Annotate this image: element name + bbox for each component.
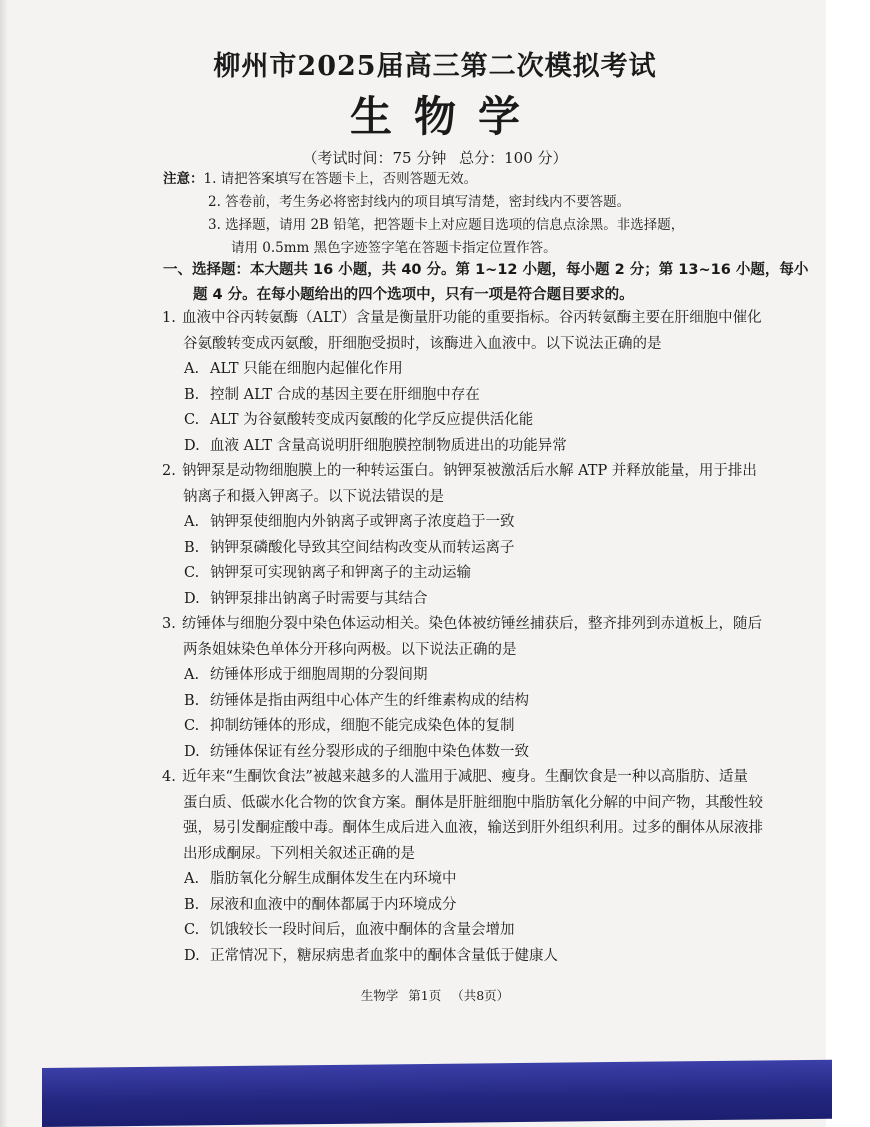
stem-line: 近年来“生酮饮食法”被越来越多的人滥用于减肥、瘦身。生酮饮食是一种以高脂肪、适量: [182, 769, 748, 785]
section-heading-line: 一、选择题：本大题共 16 小题，共 40 分。第 1~12 小题，每小题 2 分；第 13~16 小题，每小: [163, 262, 809, 278]
notes-label: 注意：: [163, 171, 204, 187]
stem-line: 血液中谷丙转氨酶（ALT）含量是衡量肝功能的重要指标。谷丙转氨酶主要在肝细胞中催化: [182, 310, 762, 326]
option: [162, 434, 812, 460]
question-stem: [162, 612, 812, 663]
option-letter: A.: [184, 871, 200, 887]
option: [162, 408, 812, 434]
option-letter: D.: [184, 437, 200, 454]
subject-title: 生物学: [349, 92, 542, 141]
option-text: 抑制纺锤体的形成，细胞不能完成染色体的复制: [210, 718, 515, 734]
option-letter: D.: [184, 743, 200, 760]
question-stem: [162, 765, 812, 867]
stem-line: 钠离子和摄入钾离子。以下说法错误的是: [183, 488, 444, 505]
option: [162, 587, 812, 613]
footer-page: 第1页: [408, 988, 442, 1003]
stem-line: 纺锤体与细胞分裂中染色体运动相关。染色体被纺锤丝捕获后，整齐排列到赤道板上，随后: [182, 616, 762, 632]
option: [162, 944, 812, 970]
option-letter: A.: [184, 361, 200, 377]
option-text: ALT 只能在细胞内起催化作用: [210, 361, 403, 377]
option: [162, 689, 812, 715]
question: [162, 765, 812, 969]
exam-info: [0, 147, 870, 168]
option: [162, 867, 812, 893]
question-number: 2.: [162, 463, 176, 479]
page-footer: [0, 986, 870, 1004]
option: [162, 536, 812, 562]
stem-line: 出形成酮尿。下列相关叙述正确的是: [183, 845, 415, 862]
option-text: ALT 为谷氨酸转变成丙氨酸的化学反应提供活化能: [210, 412, 534, 428]
stem-line: 强，易引发酮症酸中毒。酮体生成后进入血液，输送到肝外组织利用。过多的酮体从尿液排: [183, 820, 763, 836]
option-text: 控制 ALT 合成的基因主要在肝细胞中存在: [210, 386, 480, 403]
option: [162, 893, 812, 919]
option-text: 纺锤体形成于细胞周期的分裂间期: [210, 667, 428, 683]
option-text: 血液 ALT 含量高说明肝细胞膜控制物质进出的功能异常: [210, 437, 567, 454]
option-letter: C.: [184, 565, 200, 581]
exam-time: （考试时间：75 分钟: [302, 149, 447, 167]
option-text: 正常情况下，糖尿病患者血浆中的酮体含量低于健康人: [210, 947, 558, 964]
question-number: 4.: [162, 769, 176, 785]
question-number: 3.: [162, 616, 176, 632]
stem-line: 谷氨酸转变成丙氨酸，肝细胞受损时，该酶进入血液中。以下说法正确的是: [183, 335, 662, 352]
note-item: 1. 请把答案填写在答题卡上，否则答题无效。: [203, 171, 478, 187]
question: [162, 612, 812, 765]
option-letter: D.: [184, 590, 200, 607]
option: [162, 714, 812, 740]
option-letter: C.: [184, 922, 200, 938]
question-number: 1.: [162, 310, 176, 326]
option-letter: D.: [184, 947, 200, 964]
note-item: 请用 0.5mm 黑色字迹签字笔在答题卡指定位置作答。: [231, 240, 557, 256]
option-text: 钠钾泵磷酸化导致其空间结构改变从而转运离子: [210, 539, 515, 556]
option: [162, 663, 812, 689]
footer-total: （共8页）: [451, 988, 510, 1003]
option-text: 纺锤体是指由两组中心体产生的纤维素构成的结构: [210, 692, 529, 709]
question-list: [162, 306, 812, 969]
page-right-margin: [826, 0, 870, 1127]
option-text: 钠钾泵排出钠离子时需要与其结合: [210, 590, 428, 607]
option-text: 饥饿较长一段时间后，血液中酮体的含量会增加: [210, 922, 515, 938]
question-stem: [162, 459, 812, 510]
total-score: 总分：100 分）: [459, 149, 568, 167]
page-shadow: [0, 0, 8, 1127]
note-item: 2. 答卷前，考生务必将密封线内的项目填写清楚，密封线内不要答题。: [208, 194, 631, 210]
exam-title: 柳州市2025届高三第二次模拟考试: [213, 51, 657, 82]
question-stem: [162, 306, 812, 357]
option: [162, 918, 812, 944]
option-text: 纺锤体保证有丝分裂形成的子细胞中染色体数一致: [210, 743, 529, 760]
note-item: 3. 选择题，请用 2B 铅笔，把答题卡上对应题目选项的信息点涂黑。非选择题，: [208, 217, 685, 233]
option-letter: B.: [184, 896, 200, 913]
notes-block: [163, 168, 803, 260]
option-letter: A.: [184, 667, 200, 683]
stem-line: 蛋白质、低碳水化合物的饮食方案。酮体是肝脏细胞中脂肪氧化分解的中间产物，其酸性较: [183, 794, 763, 811]
stem-line: 两条姐妹染色单体分开移向两极。以下说法正确的是: [183, 641, 517, 658]
question: [162, 306, 812, 459]
option-letter: B.: [184, 692, 200, 709]
stem-line: 钠钾泵是动物细胞膜上的一种转运蛋白。钠钾泵被激活后水解 ATP 并释放能量，用于排出: [182, 463, 757, 479]
option-letter: C.: [184, 718, 200, 734]
option-text: 钠钾泵可实现钠离子和钾离子的主动运输: [210, 565, 471, 581]
option: [162, 561, 812, 587]
question: [162, 459, 812, 612]
option: [162, 357, 812, 383]
footer-subject: 生物学: [360, 988, 399, 1003]
option-letter: A.: [184, 514, 200, 530]
section-heading: [163, 258, 813, 308]
background-surface: [42, 1060, 832, 1127]
option: [162, 510, 812, 536]
option: [162, 740, 812, 766]
option-text: 尿液和血液中的酮体都属于内环境成分: [210, 896, 457, 913]
option-letter: C.: [184, 412, 200, 428]
option-letter: B.: [184, 539, 200, 556]
section-heading-line: 题 4 分。在每小题给出的四个选项中，只有一项是符合题目要求的。: [193, 287, 634, 303]
option: [162, 383, 812, 409]
option-letter: B.: [184, 386, 200, 403]
option-text: 钠钾泵使细胞内外钠离子或钾离子浓度趋于一致: [210, 514, 515, 530]
option-text: 脂肪氧化分解生成酮体发生在内环境中: [210, 871, 457, 887]
